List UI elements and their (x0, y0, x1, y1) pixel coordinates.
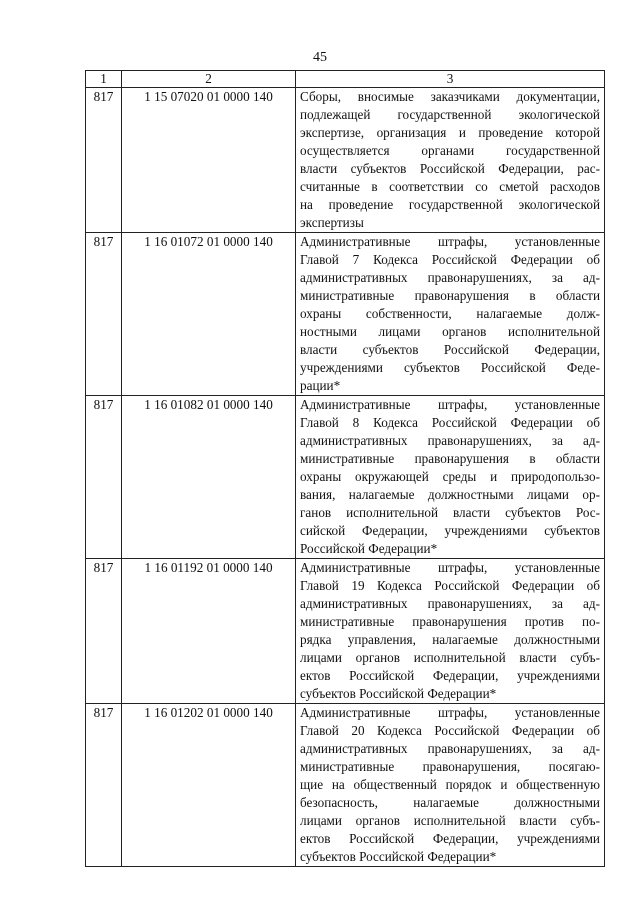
description-line: подлежащей государственной экологической (300, 107, 600, 122)
description-line: Главой 19 Кодекса Российской Федерации об (300, 578, 600, 593)
admin-code-cell: 817 (86, 88, 122, 233)
revenue-description-cell (296, 704, 605, 867)
budget-classification-code-cell: 1 16 01072 01 0000 140 (122, 233, 296, 396)
description-line: рации* (300, 378, 341, 393)
description-line: щие на общественный порядок и общественную (300, 777, 600, 792)
description-line: экспертизы (300, 215, 364, 230)
description-line: административных правонарушениях, за ад- (300, 433, 600, 448)
description-line: экспертизе, организация и проведение которой (300, 125, 600, 140)
budget-classification-code-cell: 1 16 01202 01 0000 140 (122, 704, 296, 867)
description-line: министративные правонарушения, посягаю- (300, 759, 600, 774)
column-header-1: 1 (86, 71, 122, 88)
budget-classification-code-cell: 1 16 01082 01 0000 140 (122, 396, 296, 559)
description-line: власти субъектов Российской Федерации, рас- (300, 161, 600, 176)
admin-code-cell: 817 (86, 233, 122, 396)
description-line: Главой 8 Кодекса Российской Федерации об (300, 415, 600, 430)
description-line: лицами органов исполнительной власти субъ- (300, 650, 600, 665)
table-row (86, 396, 605, 559)
description-line: административных правонарушениях, за ад- (300, 596, 600, 611)
description-line: вания, налагаемые должностными лицами ор- (300, 487, 600, 502)
page-number: 45 (313, 50, 327, 65)
description-line: учреждениями субъектов Российской Феде- (300, 360, 600, 375)
admin-code-cell: 817 (86, 559, 122, 704)
description-line: безопасность, налагаемые должностными (300, 795, 600, 810)
table-header (86, 71, 605, 88)
description-line: Сборы, вносимые заказчиками документации, (300, 89, 600, 104)
description-line: ганов исполнительной власти субъектов Рос- (300, 505, 600, 520)
description-line: Главой 7 Кодекса Российской Федерации об (300, 252, 600, 267)
description-line: ектов Российской Федерации, учреждениями (300, 668, 600, 683)
description-line: административных правонарушениях, за ад- (300, 270, 600, 285)
description-line: Административные штрафы, установленные (300, 560, 600, 575)
description-line: ектов Российской Федерации, учреждениями (300, 831, 600, 846)
admin-code-cell: 817 (86, 396, 122, 559)
description-line: Главой 20 Кодекса Российской Федерации об (300, 723, 600, 738)
revenue-description-cell (296, 396, 605, 559)
description-line: Российской Федерации* (300, 541, 438, 556)
revenue-codes-table (85, 70, 605, 867)
column-header-2: 2 (122, 71, 296, 88)
description-line: министративные правонарушения в области (300, 288, 600, 303)
description-line: Административные штрафы, установленные (300, 705, 600, 720)
description-line: власти субъектов Российской Федерации, (300, 342, 600, 357)
description-line: охраны окружающей среды и природопользо- (300, 469, 600, 484)
description-line: на проведение государственной экологической (300, 197, 600, 212)
budget-classification-code-cell: 1 16 01192 01 0000 140 (122, 559, 296, 704)
description-line: рядка управления, налагаемые должностными (300, 632, 600, 647)
revenue-description-cell (296, 233, 605, 396)
description-line: министративные правонарушения против по- (300, 614, 600, 629)
description-line: административных правонарушениях, за ад- (300, 741, 600, 756)
revenue-description-cell (296, 559, 605, 704)
description-line: ностными лицами органов исполнительной (300, 324, 600, 339)
description-line: Административные штрафы, установленные (300, 234, 600, 249)
description-line: Административные штрафы, установленные (300, 397, 600, 412)
column-header-3: 3 (296, 71, 605, 88)
description-line: лицами органов исполнительной власти субъ- (300, 813, 600, 828)
description-line: министративные правонарушения в области (300, 451, 600, 466)
table-row (86, 704, 605, 867)
table-row (86, 559, 605, 704)
admin-code-cell: 817 (86, 704, 122, 867)
table-header-row (86, 71, 605, 88)
description-line: считанные в соответствии со сметой расходов (300, 179, 600, 194)
description-line: охраны собственности, налагаемые долж- (300, 306, 600, 321)
table-body (86, 88, 605, 867)
description-line: субъектов Российской Федерации* (300, 849, 497, 864)
description-line: осуществляется органами государственной (300, 143, 600, 158)
table-row (86, 233, 605, 396)
revenue-description-cell (296, 88, 605, 233)
description-line: субъектов Российской Федерации* (300, 686, 497, 701)
table-row (86, 88, 605, 233)
budget-classification-code-cell: 1 15 07020 01 0000 140 (122, 88, 296, 233)
description-line: сийской Федерации, учреждениями субъектов (300, 523, 600, 538)
